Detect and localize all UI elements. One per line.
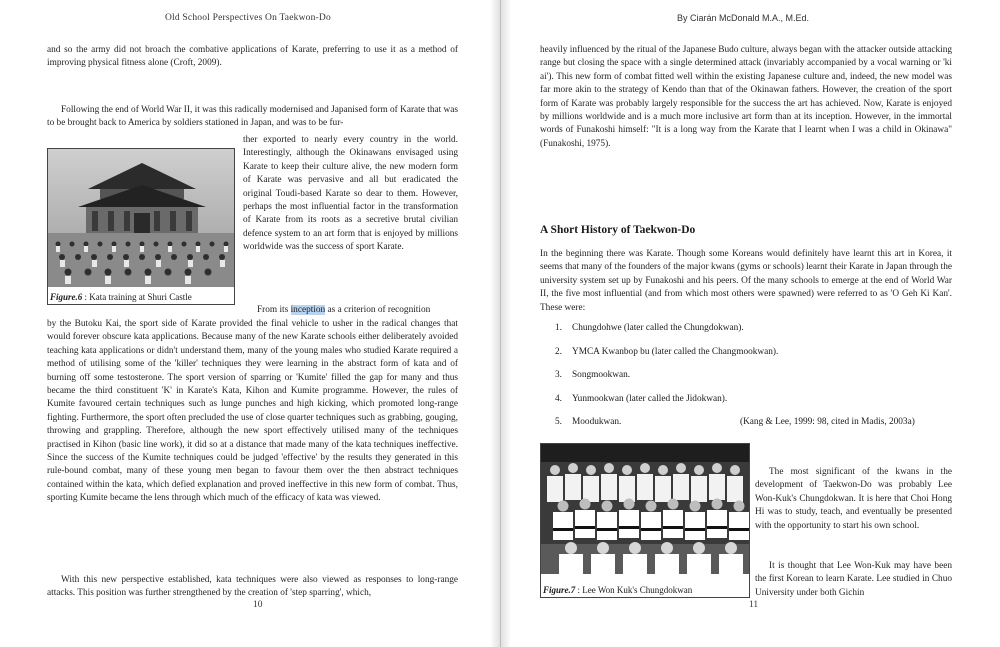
left-paragraph-2-start[interactable]: Following the end of World War II, it was this radically modernised and Japanised form of Karate that was to be brought back to America by soldiers stationed in Japan, and was to be fur- <box>47 105 458 129</box>
chungdokwan-group-illustration <box>541 444 749 574</box>
figure-7-caption <box>543 585 692 595</box>
right-paragraph-3[interactable]: The most significant of the kwans in the development of Taekwon-Do was probably Lee Won-Kuk's Chungdokwan. It is here that Choi Hong Hi was to study, teach, and eventually be presented with the opportunity to start his own school. <box>755 467 952 531</box>
list-item-text: YMCA Kwanbop bu (later called the Changmookwan). <box>572 346 779 357</box>
left-paragraph-4[interactable]: With this new perspective established, kata techniques were also viewed as responses to long-range attacks. This position was further strengthened by the creation of 'step sparring', which, <box>47 575 458 599</box>
shuri-castle-illustration <box>48 149 234 287</box>
list-item-number: 5. <box>555 417 562 427</box>
selected-word-highlight[interactable]: inception <box>290 305 326 315</box>
list-item-number: 1. <box>555 323 562 333</box>
list-item-text: Songmookwan. <box>572 370 631 380</box>
figure-6 <box>47 148 235 305</box>
kwan-list <box>540 322 952 440</box>
list-item <box>540 346 952 370</box>
list-item <box>540 393 952 417</box>
right-paragraph-1[interactable]: heavily influenced by the ritual of the Japanese Budo culture, always began with the attacker outside attacking range but closing the space with a single determined attack (invariably accompanied by a vocal warning or 'ki ai'). This new form of combat fitted well within the existing Japanese culture and, indeed, the new model was far more akin to the strategy of Kendo than that of the Okinawan fathers. However, the creation of the sport form of Karate was probably largely responsible for the success the art has achieved. Now, Karate is enjoyed by millions worldwide and is a much more inclusive art form than at its inception. However, in the immortal words of Funakoshi himself: "It is a long way from the Karate that I learnt when I was a child in Okinawa" (Funakoshi, 1975). <box>540 45 952 149</box>
list-item-text: Moodukwan. <box>572 417 622 427</box>
chungdokwan-group-photo <box>541 444 749 574</box>
figure-7-label: Figure.7 <box>543 585 576 595</box>
left-page-number: 10 <box>253 600 263 610</box>
figure-7-caption-text: : Lee Won Kuk's Chungdokwan <box>575 585 693 595</box>
paragraph-3-lead-text: From its <box>257 305 291 315</box>
section-heading: A Short History of Taekwon-Do <box>540 224 696 236</box>
left-running-head: Old School Perspectives On Taekwon-Do <box>165 13 331 23</box>
paragraph-3-trailing-text: as a criterion of recognition <box>325 305 431 315</box>
right-running-head: By Ciarán McDonald M.A., M.Ed. <box>677 13 810 23</box>
list-item <box>540 416 952 440</box>
list-item-number: 2. <box>555 346 562 357</box>
shuri-castle-kata-photo <box>48 149 234 287</box>
right-paragraph-2[interactable]: In the beginning there was Karate. Though some Koreans would definitely have learnt this art in Korea, it seems that many of the founders of the major kwans (gyms or schools) learnt their Karate in Japan through the university system set up by Funakoshi and his peers. Of the many schools to emerge at the end of World War II, the five most influential (and from which most others were spawned) were referred to as 'O Geh Ki Kan'. These were: <box>540 249 952 313</box>
figure-6-caption <box>50 292 192 302</box>
list-item <box>540 322 952 346</box>
list-item-number: 4. <box>555 393 562 404</box>
figure-6-label: Figure.6 <box>50 292 83 302</box>
list-item-text: Chungdohwe (later called the Chungdokwan). <box>572 323 744 333</box>
left-paragraph-2-beside-figure[interactable]: ther exported to nearly every country in the world. Interestingly, although the Okinawans envisaged using Karate to keep their culture alive, the new modern form of Karate was pervasive and all but eradicated the original Toudi-based Karate so dear to them. However, perhaps the most influential factor in the transformation of Karate from its roots as a secretive brutal civilian defence system to an art form that is enjoyed by millions worldwide was the success of sport Karate. <box>243 135 458 253</box>
citation: (Kang & Lee, 1999: 98, cited in Madis, 2003a) <box>740 417 915 427</box>
list-item-number: 3. <box>555 370 562 380</box>
list-item <box>540 369 952 393</box>
figure-6-caption-text: : Kata training at Shuri Castle <box>82 292 192 302</box>
right-page-number: 11 <box>749 600 759 610</box>
left-paragraph-3-body[interactable]: by the Butoku Kai, the sport side of Karate provided the final vehicle to usher in the radical changes that would forever obscure kata applications. Because many of the new Karate schools either deliberately avoided teaching kata applications or didn't understand them, many of the young males who studied Karate required a method of utilising some of the 'killer' techniques they were learning in the abstract form of kata and of burning off some testosterone. The sport version of sparring or 'Kumite' filled the gap for many and thus became the third constituent 'K' in Karate's Kata, Kihon and Kumite programme. However, the rules of Kumite favoured certain techniques such as lunge punches and high kicking, which promoted long-range fighting. Furthermore, the sport often precluded the use of close quarter techniques such as grabbing, gouging, throwing and grappling. Therefore, although the new sport effectively utilised many of the techniques practised in Kihon (basic line work), it did so at a distance that made many of the kata techniques ineffective. Since the success of the Kumite techniques could be judged 'effective' by the results they generated in this rule-bound combat, many of these young men began to favour them over the then abstract techniques contained within the kata, which defied explanation and proved ineffective in this new form of combat. Thus, sporting Kumite became the lens through which much of the efficacy of kata was viewed. <box>47 319 458 504</box>
left-gutter-shadow <box>490 0 500 647</box>
left-paragraph-1[interactable]: and so the army did not broach the combative applications of Karate, preferring to use it as a method of improving physical fitness alone (Croft, 2009). <box>47 45 458 69</box>
left-paragraph-3-start[interactable] <box>243 304 458 317</box>
figure-7 <box>540 443 750 598</box>
list-item-text: Yunmookwan (later called the Jidokwan). <box>572 393 728 404</box>
right-paragraph-4[interactable]: It is thought that Lee Won-Kuk may have been the first Korean to learn Karate. Lee studied in Chuo University under both Gichin <box>755 561 952 598</box>
right-gutter-shadow <box>501 0 511 647</box>
